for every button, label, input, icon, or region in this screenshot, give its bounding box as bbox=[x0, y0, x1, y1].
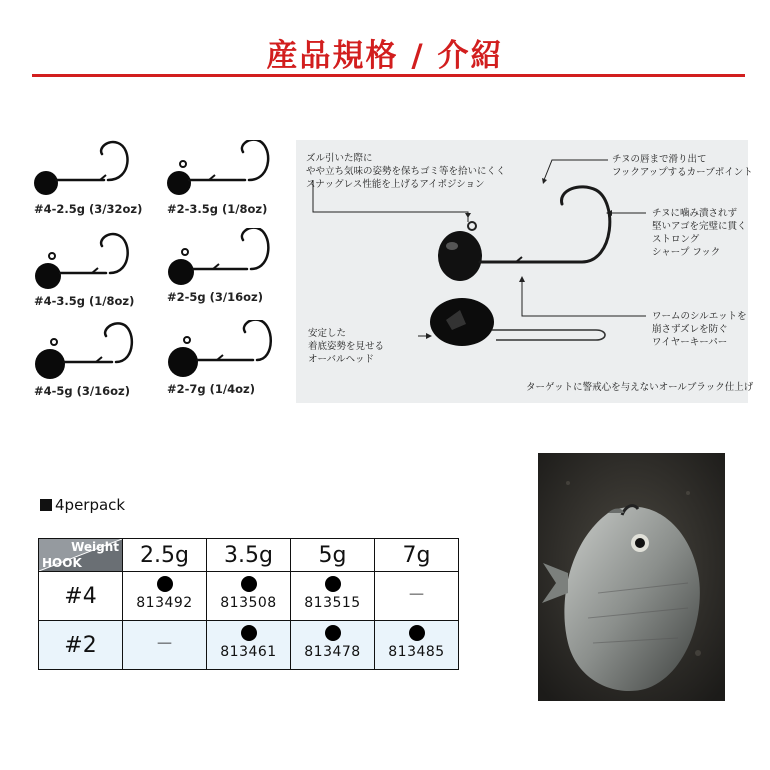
available-dot-icon bbox=[157, 576, 173, 592]
jig-label: #4-5g (3/16oz) bbox=[34, 384, 130, 398]
product-code: 813485 bbox=[388, 644, 445, 660]
jig-head-image-4 bbox=[165, 228, 290, 323]
note-finish: ターゲットに警戒心を与えないオールブラック仕上げ bbox=[526, 382, 754, 393]
hook-size-cell: #2 bbox=[39, 621, 123, 670]
title-divider bbox=[32, 74, 745, 77]
unavailable-dash: － bbox=[155, 634, 174, 655]
hook-size-cell: #4 bbox=[39, 572, 123, 621]
corner-weight-label: Weight bbox=[71, 540, 119, 554]
jig-detail-diagram bbox=[296, 140, 754, 403]
available-dot-icon bbox=[325, 625, 341, 641]
table-row bbox=[39, 621, 459, 670]
available-dot-icon bbox=[325, 576, 341, 592]
note-strong-hook: チヌに噛み潰されず 堅いアゴを完璧に貫く ストロング シャープ フック bbox=[652, 208, 747, 258]
note-oval-head: 安定した 着底姿勢を見せる オーバルヘッド bbox=[308, 328, 385, 365]
unavailable-dash: － bbox=[407, 585, 426, 606]
product-code: 813492 bbox=[136, 595, 193, 611]
table-cell bbox=[207, 621, 291, 670]
note-wire-keeper: ワームのシルエットを 崩さずズレを防ぐ ワイヤーキーパー bbox=[652, 311, 747, 348]
available-dot-icon bbox=[241, 576, 257, 592]
table-cell bbox=[123, 621, 207, 670]
table-cell bbox=[291, 572, 375, 621]
jig-label: #4-2.5g (3/32oz) bbox=[34, 202, 143, 216]
weight-header: 2.5g bbox=[123, 539, 207, 572]
fish-catch-photo bbox=[538, 453, 725, 701]
product-code: 813515 bbox=[304, 595, 361, 611]
table-header-row bbox=[39, 539, 459, 572]
spec-table bbox=[38, 538, 459, 670]
available-dot-icon bbox=[241, 625, 257, 641]
jig-head-image-3 bbox=[32, 232, 157, 327]
note-hook-curve: チヌの唇まで滑り出て フックアップするカーブポイント bbox=[612, 154, 753, 178]
available-dot-icon bbox=[409, 625, 425, 641]
table-cell bbox=[207, 572, 291, 621]
weight-header: 5g bbox=[291, 539, 375, 572]
jig-head-image-2 bbox=[165, 140, 290, 235]
table-cell bbox=[375, 621, 459, 670]
jig-head-image-1 bbox=[32, 140, 157, 235]
jig-label: #2-3.5g (1/8oz) bbox=[167, 202, 268, 216]
jig-head-image-5 bbox=[32, 322, 157, 417]
product-code: 813461 bbox=[220, 644, 277, 660]
table-cell bbox=[375, 572, 459, 621]
jig-label: #2-7g (1/4oz) bbox=[167, 382, 255, 396]
jig-label: #4-3.5g (1/8oz) bbox=[34, 294, 135, 308]
table-cell bbox=[123, 572, 207, 621]
page-title: 産品規格 / 介紹 bbox=[266, 38, 504, 74]
note-eye-position: ズル引いた際に やや立ち気味の姿勢を保ちゴミ等を拾いにくく スナッグレス性能を上げるアイポジション bbox=[306, 153, 506, 190]
jig-label: #2-5g (3/16oz) bbox=[167, 290, 263, 304]
table-corner-cell bbox=[39, 539, 123, 572]
corner-hook-label: HOOK bbox=[42, 556, 82, 570]
table-cell bbox=[291, 621, 375, 670]
jig-head-image-6 bbox=[165, 320, 290, 415]
table-row bbox=[39, 572, 459, 621]
product-code: 813508 bbox=[220, 595, 277, 611]
product-code: 813478 bbox=[304, 644, 361, 660]
weight-header: 3.5g bbox=[207, 539, 291, 572]
weight-header: 7g bbox=[375, 539, 459, 572]
square-bullet-icon bbox=[40, 499, 52, 511]
pack-label: 4perpack bbox=[40, 496, 125, 514]
